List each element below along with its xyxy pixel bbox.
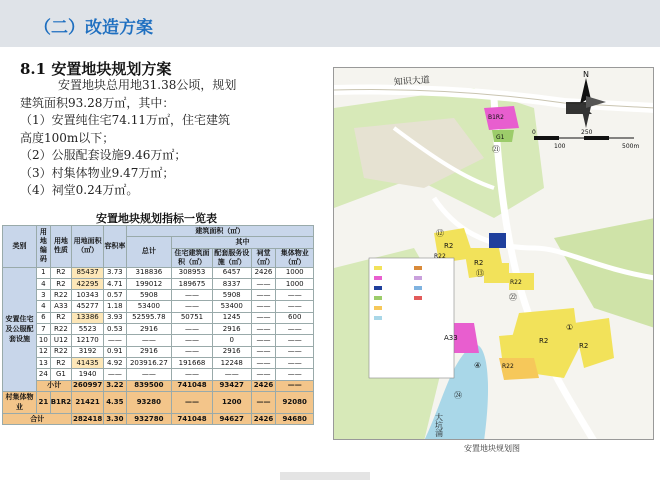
table-cell: R2 [50,357,72,368]
plot-number: ⑬ [476,269,484,278]
river-label: 大坑涌 [434,413,444,437]
table-cell: —— [126,369,171,380]
header-coll: 集体物业（㎡） [276,248,314,267]
table-cell: 5908 [126,290,171,301]
plot-label: R2 [474,259,484,267]
table-cell: 2916 [212,324,251,335]
table-body [3,267,314,425]
table-cell: 10 [37,335,51,346]
plot-number: ㉒ [509,293,517,302]
table-cell: 94680 [276,413,314,424]
table-cell: 2916 [212,346,251,357]
table-cell: 93427 [212,380,251,391]
table-cell: 53400 [126,301,171,312]
table-cell: 10343 [72,290,104,301]
table-cell: —— [172,335,213,346]
table-row [3,324,314,335]
table-cell: —— [251,369,276,380]
body-line: （1）安置纯住宅74.11万㎡，住宅建筑 [20,113,230,127]
table-cell: —— [172,369,213,380]
table-row [3,267,314,278]
table-cell: 4.35 [103,391,126,413]
table-cell: 741048 [172,380,213,391]
table-cell: 村集体物业 [3,391,37,413]
scale-label: 500m [622,143,640,150]
plot-label: R22 [502,363,514,370]
table-cell: 3.30 [103,413,126,424]
body-line: （2）公服配套设施9.46万㎡； [20,148,187,162]
plot-label: A33 [444,334,458,342]
table-cell: 189675 [172,278,213,289]
table-cell: 2916 [126,346,171,357]
table-cell: 3.93 [103,312,126,323]
table-cell: 1 [37,267,51,278]
table-cell: —— [251,278,276,289]
table-cell: 41435 [72,357,104,368]
table-cell: —— [172,346,213,357]
table-cell: 2426 [251,380,276,391]
table-cell: 199012 [126,278,171,289]
table-cell: 191668 [172,357,213,368]
plot-commercial [489,233,506,248]
table-cell: —— [276,357,314,368]
table-cell: 5523 [72,324,104,335]
header-of-which: 其中 [172,237,314,248]
table-cell: —— [276,324,314,335]
table-cell: R22 [50,290,72,301]
table-cell: —— [251,301,276,312]
table-row [3,357,314,368]
table-cell: 42295 [72,278,104,289]
plot-label: R2 [539,337,549,345]
plot-label: R2 [579,342,589,350]
table-cell: 741048 [172,413,213,424]
table-cell: R22 [50,324,72,335]
table-cell: 839500 [126,380,171,391]
table-cell: —— [276,346,314,357]
table-cell: 12248 [212,357,251,368]
table-cell: 45277 [72,301,104,312]
table-cell: 3192 [72,346,104,357]
table-title: 安置地块规划指标一览表 [96,212,217,225]
body-line: 高度100m以下； [20,130,115,145]
table-cell: 1000 [276,278,314,289]
header-shrine: 祠堂（㎡） [252,248,274,266]
body-line: 安置地块总用地31.38公顷，规划 [58,78,237,92]
table-cell: —— [103,369,126,380]
section-title: 8.1 安置地块规划方案 [20,60,172,78]
footer-fragment [280,472,370,480]
table-cell: —— [251,346,276,357]
table-cell: 600 [276,312,314,323]
table-cell: 0 [212,335,251,346]
table-cell: —— [251,290,276,301]
body-text [20,77,320,200]
table-cell: 282418 [72,413,104,424]
table-cell: —— [172,290,213,301]
table-cell: —— [251,357,276,368]
table-cell: 53400 [212,301,251,312]
table-cell: 50751 [172,312,213,323]
table-cell: 52595.78 [126,312,171,323]
map-caption: 安置地块规划图 [464,444,520,453]
table-cell: —— [172,391,213,413]
scale-label: 250 [581,129,593,136]
north-label: N [583,70,589,79]
table-cell: R22 [50,346,72,357]
table-cell: 2426 [251,267,276,278]
table-cell: U12 [50,335,72,346]
village-property-row [3,391,314,413]
table-cell: —— [276,301,314,312]
subtotal-row [3,380,314,391]
table-cell: 13 [37,357,51,368]
table-cell: B1R2 [50,391,72,413]
table-cell: 3.73 [103,267,126,278]
table-cell: 13386 [72,312,104,323]
table-cell: 203916.27 [126,357,171,368]
table-cell: —— [251,391,276,413]
table-cell: 2426 [251,413,276,424]
group-label-cell: 安置住宅及公服配套设施 [3,267,37,391]
header-pub: 配套服务设施（㎡） [214,248,250,266]
body-line: （3）村集体物业9.47万㎡； [20,165,175,180]
table-cell: —— [276,335,314,346]
table-cell: 24 [37,369,51,380]
table-cell: 7 [37,324,51,335]
header-far: 容积率 [103,226,126,268]
table-cell: —— [212,369,251,380]
table-cell: —— [251,312,276,323]
table-row [3,278,314,289]
table-cell: 0.53 [103,324,126,335]
table-row [3,312,314,323]
table-cell: 4.71 [103,278,126,289]
scale-label: 100 [554,143,566,150]
plan-map-svg [334,68,654,440]
plan-map [333,67,654,440]
table-cell: 5908 [212,290,251,301]
table-cell: —— [276,380,314,391]
table-row [3,346,314,357]
table-cell: 3.22 [103,380,126,391]
table-cell: —— [126,335,171,346]
header-nature: 用地性质 [50,226,72,268]
page-title: （二）改造方案 [34,18,153,38]
table-cell: 6457 [212,267,251,278]
table-cell: 4 [37,301,51,312]
table-cell: —— [172,301,213,312]
table-row [3,335,314,346]
plot-label: R22 [510,279,522,286]
table-cell: 260997 [72,380,104,391]
table-cell: 932780 [126,413,171,424]
table-cell: 85437 [72,267,104,278]
header-area: 用地面积（㎡） [72,226,104,268]
table-cell: 4 [37,278,51,289]
plot-label: R2 [444,242,454,250]
table-cell: 1245 [212,312,251,323]
body-line: （4）祠堂0.24万㎡。 [20,183,139,197]
table-cell: 1.18 [103,301,126,312]
table-cell: 0.91 [103,346,126,357]
table-cell: R2 [50,267,72,278]
table-cell: —— [276,290,314,301]
plot-number: ㉔ [454,391,462,400]
table-row [3,301,314,312]
table-cell: 12 [37,346,51,357]
table-row [3,369,314,380]
table-cell: R2 [50,312,72,323]
header-type: 类别 [3,226,37,268]
table-cell: 308953 [172,267,213,278]
table-cell: 0.57 [103,290,126,301]
table-cell: —— [276,369,314,380]
body-line: 建筑面积93.28万㎡，其中： [20,95,175,110]
table-cell: —— [103,335,126,346]
table-cell: 1940 [72,369,104,380]
table-cell: 2916 [126,324,171,335]
table-cell: 4.92 [103,357,126,368]
table-cell: G1 [50,369,72,380]
plot-r22 [484,263,509,283]
planning-index-table [2,225,314,425]
scale-label: 0 [532,129,536,136]
table-cell: 1200 [212,391,251,413]
table-cell: 21 [37,391,51,413]
plot-label: R22 [434,253,446,260]
plot-number: ① [566,323,574,332]
table-cell: —— [251,324,276,335]
table-cell: 93280 [126,391,171,413]
table-cell: 318836 [126,267,171,278]
table-cell: 小计 [37,380,72,391]
table-cell: 92080 [276,391,314,413]
table-cell: 3 [37,290,51,301]
table-cell: —— [251,335,276,346]
header-res: 住宅建筑面积（㎡） [172,248,213,267]
plot-label: G1 [496,134,505,141]
table-cell: 94627 [212,413,251,424]
table-cell: 6 [37,312,51,323]
plot-number: ㉑ [492,145,500,154]
table-cell: —— [172,324,213,335]
header-code: 用地编码 [37,226,51,268]
table-cell: 12170 [72,335,104,346]
plot-number: ⑫ [436,229,444,238]
table-cell: A33 [50,301,72,312]
header-build: 建筑面积（㎡） [126,226,313,237]
table-cell: R2 [50,278,72,289]
table-cell: 1000 [276,267,314,278]
road-label: 知识大道 [393,75,431,88]
plot-label: B1R2 [488,114,504,121]
header-total: 总计 [126,237,171,267]
table-cell: 合计 [3,413,72,424]
plot-number: ④ [474,361,482,370]
total-row [3,413,314,424]
table-row [3,290,314,301]
table-cell: 21421 [72,391,104,413]
table-cell: 8337 [212,278,251,289]
